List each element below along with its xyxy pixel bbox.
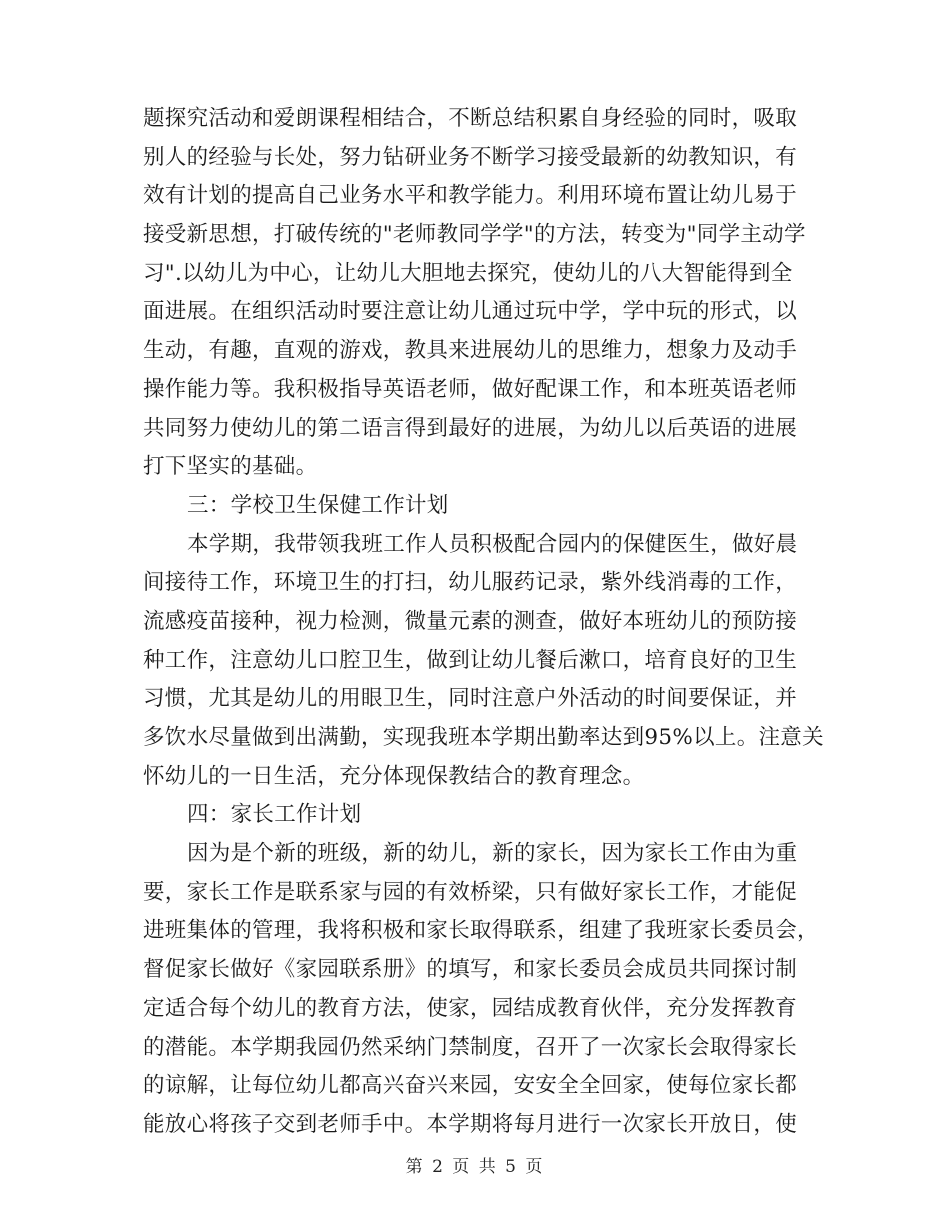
- text-line: 进班集体的管理，我将积极和家长取得联系，组建了我班家长委员会，: [143, 918, 819, 944]
- text-line: 流感疫苗接种，视力检测，微量元素的测查，做好本班幼儿的预防接: [143, 608, 798, 634]
- text-line: 效有计划的提高自己业务水平和教学能力。利用环境布置让幼儿易于: [143, 183, 798, 209]
- text-line: 种工作，注意幼儿口腔卫生，做到让幼儿餐后漱口，培育良好的卫生: [143, 647, 798, 673]
- section-heading: 四：家长工作计划: [187, 802, 362, 828]
- text-line: 的谅解，让每位幼儿都高兴奋兴来园，安安全全回家，使每位家长都: [143, 1073, 798, 1099]
- text-line: 打下坚实的基础。: [143, 454, 318, 480]
- text-line: 操作能力等。我积极指导英语老师，做好配课工作，和本班英语老师: [143, 376, 798, 402]
- text-line: 别人的经验与长处，努力钻研业务不断学习接受最新的幼教知识，有: [143, 144, 798, 170]
- document-body: [143, 100, 824, 1145]
- text-line: 督促家长做好《家园联系册》的填写，和家长委员会成员共同探讨制: [143, 957, 798, 983]
- text-line: 多饮水尽量做到出满勤，实现我班本学期出勤率达到95%以上。注意关: [143, 725, 824, 750]
- text-line: 的潜能。本学期我园仍然采纳门禁制度，召开了一次家长会取得家长: [143, 1034, 798, 1060]
- text-line: 习惯，尤其是幼儿的用眼卫生，同时注意户外活动的时间要保证，并: [143, 686, 798, 712]
- text-line: 面进展。在组织活动时要注意让幼儿通过玩中学，学中玩的形式，以: [143, 299, 798, 325]
- text-line: 能放心将孩子交到老师手中。本学期将每月进行一次家长开放日，使: [143, 1111, 798, 1137]
- page-number-footer: 第 2 页 共 5 页: [405, 1157, 545, 1177]
- text-line: 因为是个新的班级，新的幼儿，新的家长，因为家长工作由为重: [187, 841, 798, 867]
- text-line: 题探究活动和爱朗课程相结合，不断总结积累自身经验的同时，吸取: [143, 106, 798, 131]
- text-line: 要，家长工作是联系家与园的有效桥梁，只有做好家长工作，才能促: [143, 879, 798, 905]
- text-line: 生动，有趣，直观的游戏，教具来进展幼儿的思维力，想象力及动手: [143, 338, 798, 364]
- text-line: 间接待工作，环境卫生的打扫，幼儿服药记录，紫外线消毒的工作，: [143, 570, 798, 596]
- text-line: 习".以幼儿为中心，让幼儿大胆地去探究，使幼儿的八大智能得到全: [143, 260, 793, 286]
- text-line: 定适合每个幼儿的教育方法，使家，园结成教育伙伴，充分发挥教育: [143, 995, 798, 1021]
- text-line: 共同努力使幼儿的第二语言得到最好的进展，为幼儿以后英语的进展: [143, 415, 798, 441]
- text-line: 本学期，我带领我班工作人员积极配合园内的保健医生，做好晨: [187, 531, 798, 557]
- section-heading: 三：学校卫生保健工作计划: [187, 492, 449, 518]
- text-line: 接受新思想，打破传统的"老师教同学学"的方法，转变为"同学主动学: [143, 222, 806, 248]
- text-line: 怀幼儿的一日生活，充分体现保教结合的教育理念。: [143, 763, 645, 789]
